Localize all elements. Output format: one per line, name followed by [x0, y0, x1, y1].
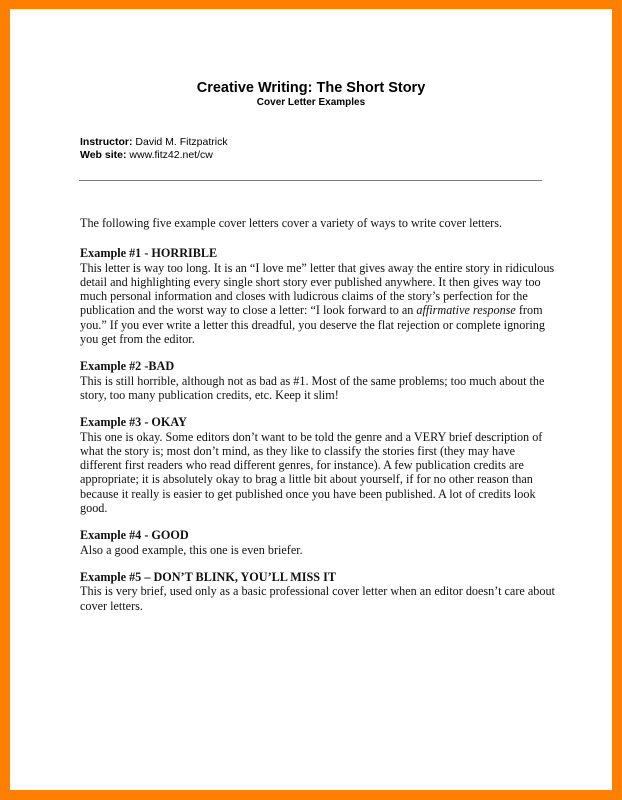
- example-description: This one is okay. Some editors don’t want to be told the genre and a VERY brief description of what the story is; most don’t mind, as they like to classify the stories first (they may have different first readers who read different genres, for instance). A few publication credits are appropriate; it is absolutely okay to brag a little bit about yourself, if for no other reason than because it really is easier to get published once you have been published. A lot of credits look good.: [80, 429, 543, 516]
- example-2: [80, 359, 558, 402]
- example-heading: Example #2 -BAD: [80, 359, 175, 374]
- horizontal-divider: [79, 180, 542, 181]
- example-heading: Example #5 – DON’T BLINK, YOU’LL MISS IT: [80, 569, 336, 584]
- example-heading: Example #1 - HORRIBLE: [80, 246, 218, 261]
- example-description: This is still horrible, although not as bad as #1. Most of the same problems; too much about the story, too many publication credits, etc. Keep it slim!: [80, 373, 545, 402]
- example-description: Also a good example, this one is even briefer.: [80, 542, 303, 557]
- intro-paragraph: The following five example cover letters cover a variety of ways to write cover letters.: [80, 216, 502, 230]
- example-description: This letter is way too long. It is an “I love me” letter that gives away the entire story in ridiculous detail and highlighting every single short story ever published anywhere. It then gives way too much personal information and closes with ludicrous claims of the story’s perfection for the publication and the worst way to close a letter: “I look forward to an affirmative response from you.” If you ever write a letter this dreadful, you deserve the flat rejection or complete ignoring you get from the editor.: [80, 260, 555, 347]
- document-title: Creative Writing: The Short Story: [196, 80, 426, 96]
- example-description: This is very brief, used only as a basic professional cover letter when an editor doesn’t care about cover letters.: [80, 584, 555, 613]
- instructor-name: David M. Fitzpatrick: [132, 136, 228, 148]
- course-info: [80, 136, 228, 161]
- italic-emphasis: affirmative response: [416, 303, 516, 318]
- document-body: [80, 216, 558, 626]
- example-4: [80, 528, 558, 557]
- website-label: Web site:: [80, 148, 127, 161]
- example-heading: Example #3 - OKAY: [80, 415, 187, 430]
- example-1: [80, 246, 558, 346]
- website-line: [80, 149, 228, 162]
- example-3: [80, 415, 558, 515]
- instructor-label: Instructor:: [80, 136, 133, 148]
- example-heading: Example #4 - GOOD: [80, 528, 189, 543]
- document-header: [10, 80, 612, 109]
- website-url: www.fitz42.net/cw: [126, 148, 213, 161]
- instructor-line: [80, 136, 228, 149]
- document-page: [10, 9, 612, 790]
- document-subtitle: Cover Letter Examples: [256, 97, 366, 108]
- example-5: [80, 570, 558, 613]
